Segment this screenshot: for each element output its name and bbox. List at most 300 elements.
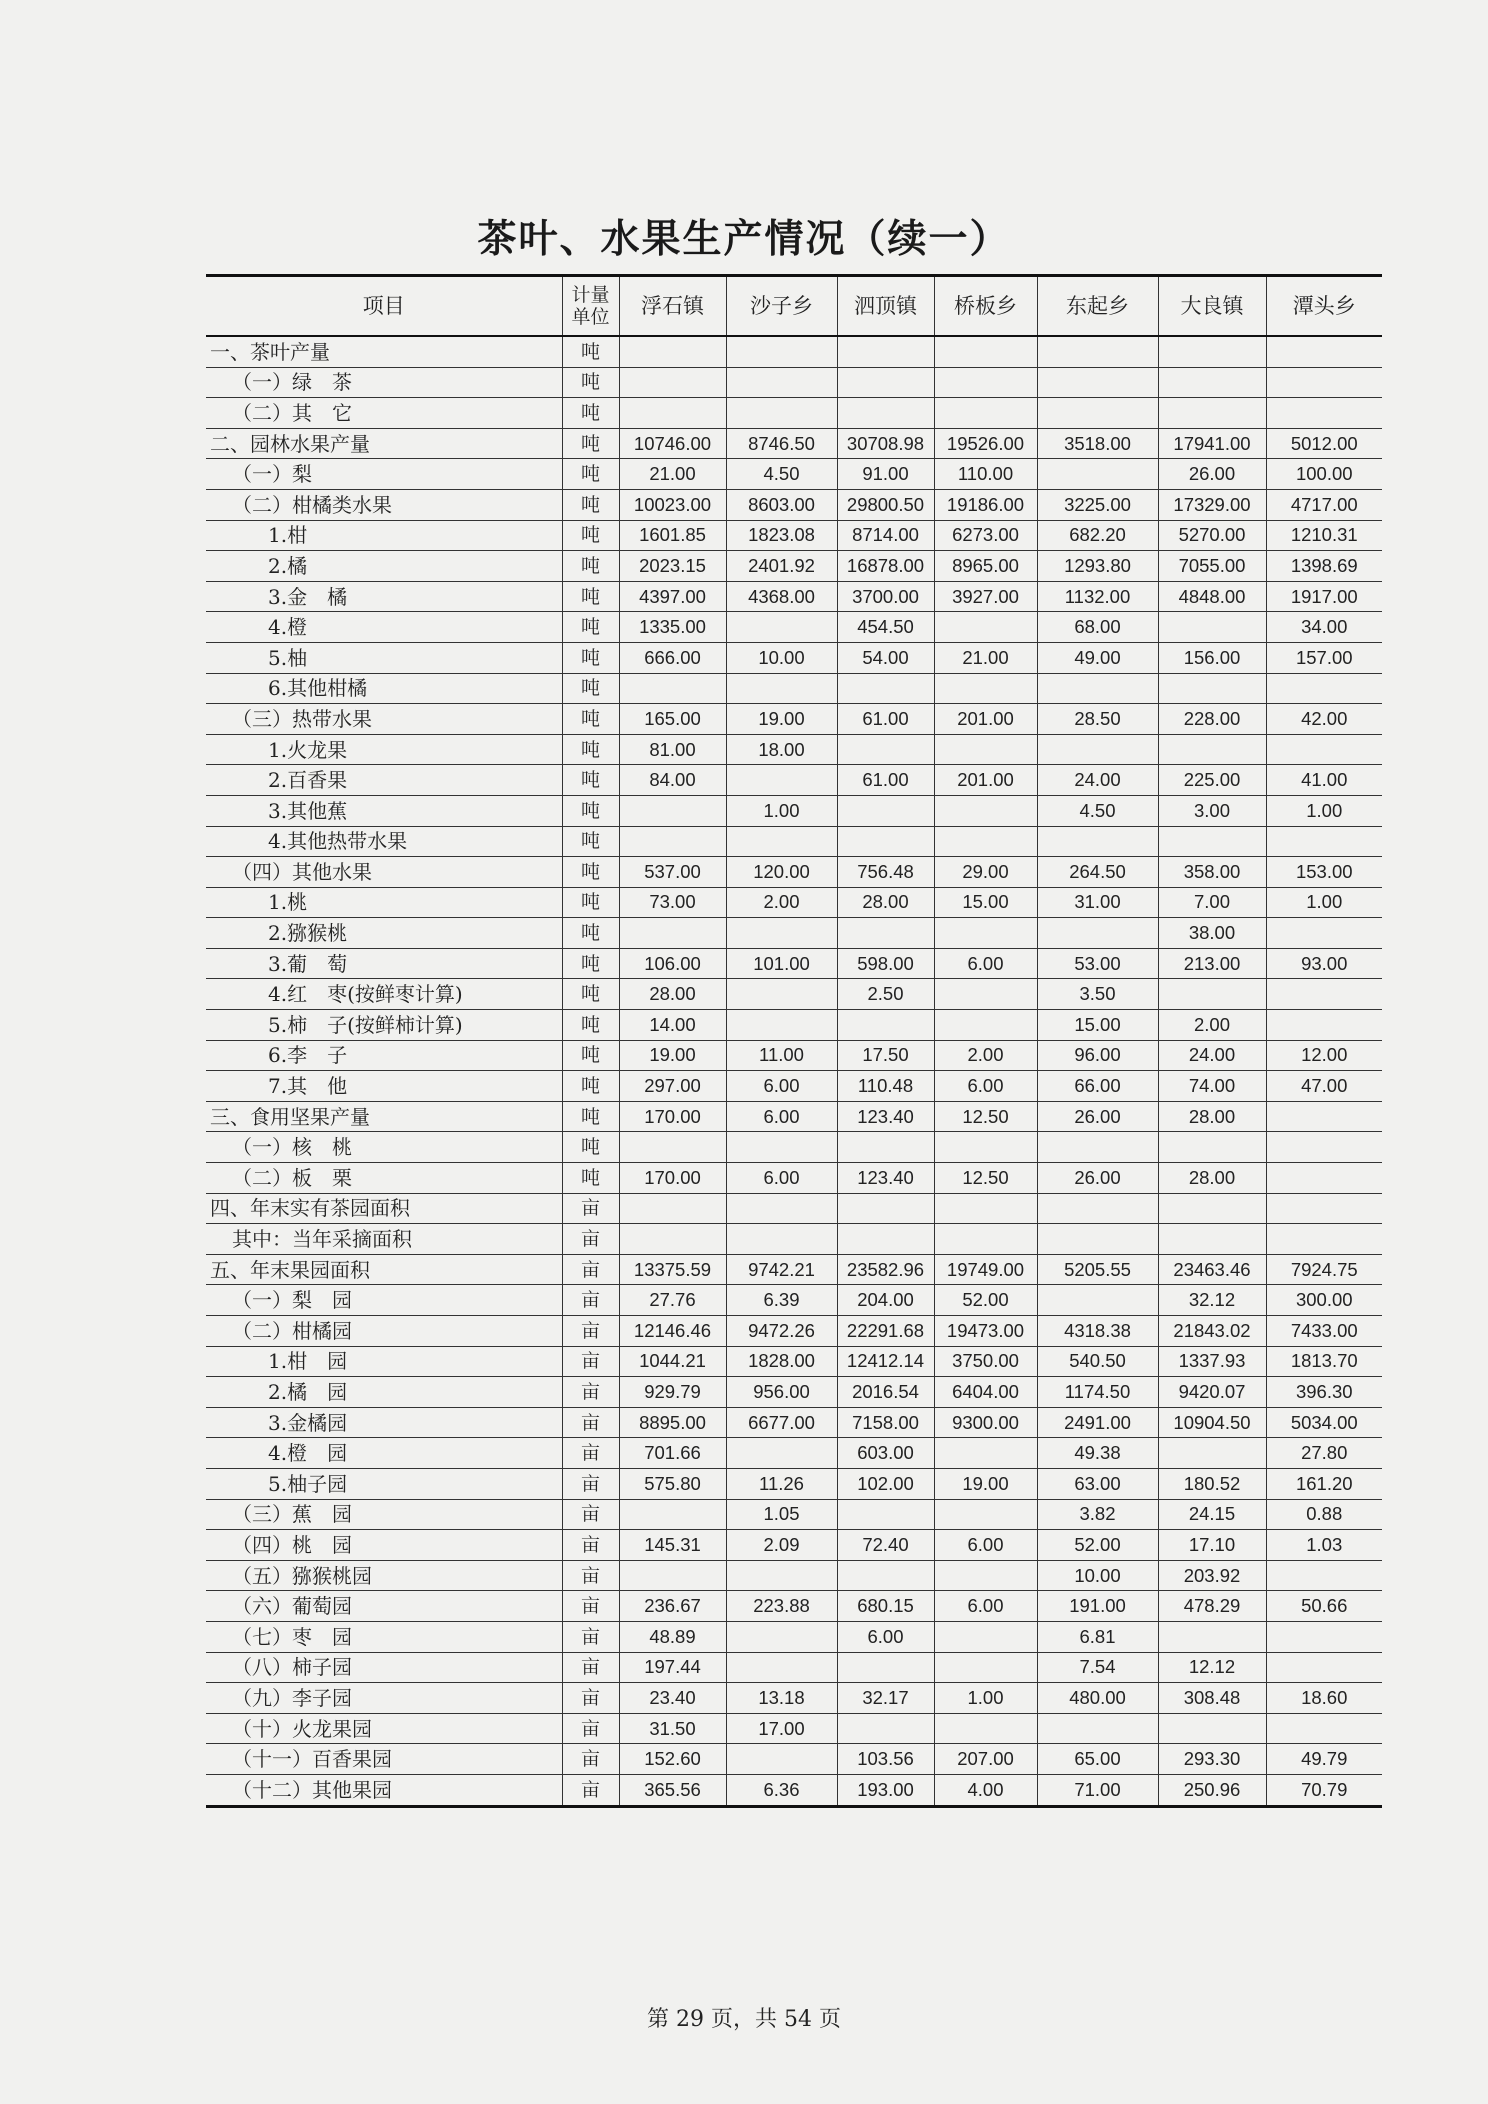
table-row bbox=[206, 1224, 1382, 1255]
value-cell: 8895.00 bbox=[619, 1407, 726, 1438]
value-cell: 1.00 bbox=[726, 795, 837, 826]
table-row bbox=[206, 918, 1382, 949]
row-item-label: （二）板 栗 bbox=[206, 1163, 562, 1194]
value-cell: 1174.50 bbox=[1037, 1377, 1158, 1408]
value-cell bbox=[726, 1744, 837, 1775]
value-cell: 2.50 bbox=[837, 979, 934, 1010]
value-cell: 26.00 bbox=[1037, 1101, 1158, 1132]
table-row bbox=[206, 1346, 1382, 1377]
value-cell: 24.15 bbox=[1158, 1499, 1266, 1530]
row-item-label: 4.橙 bbox=[206, 612, 562, 643]
value-cell: 4848.00 bbox=[1158, 581, 1266, 612]
table-row bbox=[206, 1377, 1382, 1408]
value-cell: 32.12 bbox=[1158, 1285, 1266, 1316]
value-cell: 1337.93 bbox=[1158, 1346, 1266, 1377]
value-cell bbox=[1266, 1560, 1382, 1591]
value-cell: 293.30 bbox=[1158, 1744, 1266, 1775]
row-unit: 亩 bbox=[562, 1591, 619, 1622]
value-cell bbox=[837, 1560, 934, 1591]
value-cell bbox=[934, 1224, 1037, 1255]
value-cell: 110.48 bbox=[837, 1071, 934, 1102]
row-item-label: 5.柚 bbox=[206, 642, 562, 673]
value-cell: 1398.69 bbox=[1266, 551, 1382, 582]
value-cell: 6.81 bbox=[1037, 1621, 1158, 1652]
table-row bbox=[206, 1285, 1382, 1316]
table-row bbox=[206, 551, 1382, 582]
row-item-label: （四）桃 园 bbox=[206, 1530, 562, 1561]
value-cell bbox=[1266, 1010, 1382, 1041]
table-row bbox=[206, 398, 1382, 429]
value-cell: 19.00 bbox=[619, 1040, 726, 1071]
value-cell: 203.92 bbox=[1158, 1560, 1266, 1591]
value-cell: 201.00 bbox=[934, 765, 1037, 796]
value-cell: 96.00 bbox=[1037, 1040, 1158, 1071]
row-unit: 吨 bbox=[562, 1163, 619, 1194]
value-cell bbox=[1266, 918, 1382, 949]
row-unit: 吨 bbox=[562, 642, 619, 673]
value-cell: 17329.00 bbox=[1158, 489, 1266, 520]
value-cell: 5205.55 bbox=[1037, 1254, 1158, 1285]
value-cell: 575.80 bbox=[619, 1468, 726, 1499]
value-cell bbox=[837, 1499, 934, 1530]
header-shazi: 沙子乡 bbox=[726, 276, 837, 337]
row-item-label: （十一）百香果园 bbox=[206, 1744, 562, 1775]
value-cell: 31.00 bbox=[1037, 887, 1158, 918]
value-cell bbox=[726, 1438, 837, 1469]
value-cell bbox=[934, 979, 1037, 1010]
value-cell: 165.00 bbox=[619, 704, 726, 735]
row-item-label: （六）葡萄园 bbox=[206, 1591, 562, 1622]
value-cell: 223.88 bbox=[726, 1591, 837, 1622]
row-item-label: （七）枣 园 bbox=[206, 1621, 562, 1652]
value-cell bbox=[1158, 1132, 1266, 1163]
value-cell bbox=[934, 398, 1037, 429]
row-item-label: 2.橘 园 bbox=[206, 1377, 562, 1408]
value-cell bbox=[1266, 1224, 1382, 1255]
value-cell: 7055.00 bbox=[1158, 551, 1266, 582]
value-cell: 19526.00 bbox=[934, 428, 1037, 459]
value-cell bbox=[619, 826, 726, 857]
value-cell: 666.00 bbox=[619, 642, 726, 673]
value-cell bbox=[1037, 336, 1158, 367]
header-siding: 泗顶镇 bbox=[837, 276, 934, 337]
value-cell bbox=[1037, 918, 1158, 949]
row-unit: 亩 bbox=[562, 1560, 619, 1591]
value-cell bbox=[837, 367, 934, 398]
value-cell bbox=[1266, 1101, 1382, 1132]
value-cell: 12.50 bbox=[934, 1163, 1037, 1194]
value-cell: 5012.00 bbox=[1266, 428, 1382, 459]
value-cell: 4717.00 bbox=[1266, 489, 1382, 520]
value-cell: 1.00 bbox=[1266, 887, 1382, 918]
row-unit: 亩 bbox=[562, 1316, 619, 1347]
value-cell: 48.89 bbox=[619, 1621, 726, 1652]
row-item-label: （三）热带水果 bbox=[206, 704, 562, 735]
row-unit: 吨 bbox=[562, 948, 619, 979]
value-cell: 145.31 bbox=[619, 1530, 726, 1561]
value-cell: 10.00 bbox=[1037, 1560, 1158, 1591]
value-cell: 18.00 bbox=[726, 734, 837, 765]
row-item-label: （九）李子园 bbox=[206, 1683, 562, 1714]
value-cell: 6.00 bbox=[934, 1591, 1037, 1622]
value-cell bbox=[1266, 1713, 1382, 1744]
value-cell: 358.00 bbox=[1158, 857, 1266, 888]
value-cell: 680.15 bbox=[837, 1591, 934, 1622]
value-cell bbox=[1266, 673, 1382, 704]
row-unit: 吨 bbox=[562, 367, 619, 398]
value-cell: 161.20 bbox=[1266, 1468, 1382, 1499]
row-item-label: （一）梨 园 bbox=[206, 1285, 562, 1316]
row-unit: 亩 bbox=[562, 1774, 619, 1806]
row-item-label: 6.李 子 bbox=[206, 1040, 562, 1071]
row-item-label: （四）其他水果 bbox=[206, 857, 562, 888]
value-cell: 3.50 bbox=[1037, 979, 1158, 1010]
value-cell: 28.00 bbox=[1158, 1101, 1266, 1132]
value-cell: 15.00 bbox=[1037, 1010, 1158, 1041]
value-cell: 91.00 bbox=[837, 459, 934, 490]
value-cell bbox=[1266, 1132, 1382, 1163]
value-cell bbox=[934, 1193, 1037, 1224]
table-row bbox=[206, 1499, 1382, 1530]
row-unit: 吨 bbox=[562, 520, 619, 551]
value-cell: 4397.00 bbox=[619, 581, 726, 612]
value-cell bbox=[934, 1010, 1037, 1041]
value-cell bbox=[1037, 1713, 1158, 1744]
row-item-label: 3.金 橘 bbox=[206, 581, 562, 612]
value-cell: 70.79 bbox=[1266, 1774, 1382, 1806]
value-cell: 540.50 bbox=[1037, 1346, 1158, 1377]
value-cell: 23582.96 bbox=[837, 1254, 934, 1285]
value-cell: 236.67 bbox=[619, 1591, 726, 1622]
value-cell: 32.17 bbox=[837, 1683, 934, 1714]
value-cell bbox=[837, 826, 934, 857]
table-row bbox=[206, 1101, 1382, 1132]
production-table bbox=[206, 274, 1382, 1808]
row-unit: 吨 bbox=[562, 857, 619, 888]
value-cell: 9420.07 bbox=[1158, 1377, 1266, 1408]
value-cell: 23.40 bbox=[619, 1683, 726, 1714]
table-row bbox=[206, 581, 1382, 612]
value-cell bbox=[619, 367, 726, 398]
row-unit: 亩 bbox=[562, 1683, 619, 1714]
value-cell: 1917.00 bbox=[1266, 581, 1382, 612]
value-cell bbox=[1158, 1713, 1266, 1744]
row-unit: 吨 bbox=[562, 979, 619, 1010]
value-cell bbox=[1266, 979, 1382, 1010]
value-cell: 7158.00 bbox=[837, 1407, 934, 1438]
table-body bbox=[206, 336, 1382, 1806]
value-cell: 120.00 bbox=[726, 857, 837, 888]
value-cell: 6.00 bbox=[934, 1071, 1037, 1102]
value-cell: 53.00 bbox=[1037, 948, 1158, 979]
value-cell: 66.00 bbox=[1037, 1071, 1158, 1102]
value-cell: 170.00 bbox=[619, 1101, 726, 1132]
table-row bbox=[206, 1193, 1382, 1224]
row-unit: 吨 bbox=[562, 704, 619, 735]
value-cell bbox=[1037, 673, 1158, 704]
value-cell bbox=[726, 1621, 837, 1652]
row-unit: 亩 bbox=[562, 1193, 619, 1224]
value-cell bbox=[1037, 1285, 1158, 1316]
row-unit: 亩 bbox=[562, 1285, 619, 1316]
row-item-label: （八）柿子园 bbox=[206, 1652, 562, 1683]
value-cell bbox=[934, 1560, 1037, 1591]
header-dongqi: 东起乡 bbox=[1037, 276, 1158, 337]
value-cell: 1132.00 bbox=[1037, 581, 1158, 612]
value-cell: 10746.00 bbox=[619, 428, 726, 459]
value-cell: 2491.00 bbox=[1037, 1407, 1158, 1438]
value-cell: 207.00 bbox=[934, 1744, 1037, 1775]
row-item-label: 4.橙 园 bbox=[206, 1438, 562, 1469]
value-cell: 193.00 bbox=[837, 1774, 934, 1806]
value-cell bbox=[726, 1132, 837, 1163]
value-cell bbox=[934, 826, 1037, 857]
value-cell bbox=[934, 673, 1037, 704]
value-cell: 74.00 bbox=[1158, 1071, 1266, 1102]
value-cell: 17941.00 bbox=[1158, 428, 1266, 459]
value-cell bbox=[1266, 336, 1382, 367]
value-cell: 1.03 bbox=[1266, 1530, 1382, 1561]
value-cell bbox=[934, 367, 1037, 398]
value-cell: 49.79 bbox=[1266, 1744, 1382, 1775]
value-cell: 7924.75 bbox=[1266, 1254, 1382, 1285]
value-cell: 123.40 bbox=[837, 1163, 934, 1194]
value-cell bbox=[1158, 1438, 1266, 1469]
value-cell: 49.38 bbox=[1037, 1438, 1158, 1469]
value-cell: 52.00 bbox=[934, 1285, 1037, 1316]
value-cell bbox=[1037, 1132, 1158, 1163]
value-cell: 24.00 bbox=[1158, 1040, 1266, 1071]
value-cell: 49.00 bbox=[1037, 642, 1158, 673]
row-item-label: 2.橘 bbox=[206, 551, 562, 582]
header-item: 项目 bbox=[206, 276, 562, 337]
value-cell: 2.00 bbox=[726, 887, 837, 918]
row-unit: 亩 bbox=[562, 1438, 619, 1469]
value-cell: 6.00 bbox=[726, 1163, 837, 1194]
value-cell: 4.50 bbox=[1037, 795, 1158, 826]
value-cell: 598.00 bbox=[837, 948, 934, 979]
row-unit: 亩 bbox=[562, 1652, 619, 1683]
row-item-label: 4.红 枣(按鲜枣计算) bbox=[206, 979, 562, 1010]
table-row bbox=[206, 1407, 1382, 1438]
row-unit: 亩 bbox=[562, 1621, 619, 1652]
value-cell bbox=[837, 918, 934, 949]
value-cell bbox=[934, 1713, 1037, 1744]
row-item-label: （二）柑橘园 bbox=[206, 1316, 562, 1347]
value-cell: 2401.92 bbox=[726, 551, 837, 582]
table-row bbox=[206, 1163, 1382, 1194]
value-cell: 47.00 bbox=[1266, 1071, 1382, 1102]
row-unit: 吨 bbox=[562, 612, 619, 643]
value-cell: 19473.00 bbox=[934, 1316, 1037, 1347]
value-cell: 1.00 bbox=[934, 1683, 1037, 1714]
value-cell: 1601.85 bbox=[619, 520, 726, 551]
row-item-label: （一）核 桃 bbox=[206, 1132, 562, 1163]
table-row bbox=[206, 979, 1382, 1010]
row-unit: 吨 bbox=[562, 826, 619, 857]
value-cell: 17.00 bbox=[726, 1713, 837, 1744]
table-row bbox=[206, 1010, 1382, 1041]
value-cell: 81.00 bbox=[619, 734, 726, 765]
value-cell: 23463.46 bbox=[1158, 1254, 1266, 1285]
value-cell: 197.44 bbox=[619, 1652, 726, 1683]
row-unit: 吨 bbox=[562, 336, 619, 367]
value-cell: 4368.00 bbox=[726, 581, 837, 612]
value-cell: 9742.21 bbox=[726, 1254, 837, 1285]
row-unit: 亩 bbox=[562, 1407, 619, 1438]
value-cell bbox=[1266, 1163, 1382, 1194]
table-row bbox=[206, 887, 1382, 918]
row-item-label: （十）火龙果园 bbox=[206, 1713, 562, 1744]
value-cell: 8965.00 bbox=[934, 551, 1037, 582]
value-cell bbox=[837, 1010, 934, 1041]
value-cell: 6.00 bbox=[934, 1530, 1037, 1561]
value-cell: 15.00 bbox=[934, 887, 1037, 918]
value-cell: 93.00 bbox=[1266, 948, 1382, 979]
value-cell: 5034.00 bbox=[1266, 1407, 1382, 1438]
value-cell bbox=[934, 1132, 1037, 1163]
header-daliang: 大良镇 bbox=[1158, 276, 1266, 337]
value-cell bbox=[837, 1193, 934, 1224]
value-cell: 9300.00 bbox=[934, 1407, 1037, 1438]
row-unit: 吨 bbox=[562, 428, 619, 459]
value-cell: 6677.00 bbox=[726, 1407, 837, 1438]
row-unit: 吨 bbox=[562, 398, 619, 429]
value-cell bbox=[726, 1560, 837, 1591]
value-cell bbox=[619, 918, 726, 949]
value-cell: 22291.68 bbox=[837, 1316, 934, 1347]
value-cell: 19186.00 bbox=[934, 489, 1037, 520]
value-cell: 26.00 bbox=[1037, 1163, 1158, 1194]
value-cell: 42.00 bbox=[1266, 704, 1382, 735]
value-cell: 6.00 bbox=[726, 1101, 837, 1132]
value-cell: 10904.50 bbox=[1158, 1407, 1266, 1438]
header-tantou: 潭头乡 bbox=[1266, 276, 1382, 337]
value-cell bbox=[1037, 398, 1158, 429]
value-cell bbox=[619, 673, 726, 704]
value-cell bbox=[726, 398, 837, 429]
row-item-label: （五）猕猴桃园 bbox=[206, 1560, 562, 1591]
value-cell bbox=[934, 336, 1037, 367]
row-item-label: 5.柚子园 bbox=[206, 1468, 562, 1499]
row-unit: 亩 bbox=[562, 1377, 619, 1408]
value-cell: 213.00 bbox=[1158, 948, 1266, 979]
value-cell bbox=[934, 1652, 1037, 1683]
table-row bbox=[206, 1713, 1382, 1744]
value-cell: 100.00 bbox=[1266, 459, 1382, 490]
value-cell: 17.50 bbox=[837, 1040, 934, 1071]
value-cell bbox=[1158, 398, 1266, 429]
table-row bbox=[206, 336, 1382, 367]
row-item-label: 其中：当年采摘面积 bbox=[206, 1224, 562, 1255]
row-item-label: 6.其他柑橘 bbox=[206, 673, 562, 704]
value-cell: 191.00 bbox=[1037, 1591, 1158, 1622]
value-cell bbox=[1037, 1224, 1158, 1255]
value-cell: 3.00 bbox=[1158, 795, 1266, 826]
header-unit: 计量单位 bbox=[562, 276, 619, 337]
value-cell bbox=[726, 1193, 837, 1224]
value-cell: 27.76 bbox=[619, 1285, 726, 1316]
row-unit: 吨 bbox=[562, 1132, 619, 1163]
value-cell: 365.56 bbox=[619, 1774, 726, 1806]
value-cell: 12146.46 bbox=[619, 1316, 726, 1347]
value-cell: 61.00 bbox=[837, 765, 934, 796]
row-item-label: 2.百香果 bbox=[206, 765, 562, 796]
value-cell: 225.00 bbox=[1158, 765, 1266, 796]
value-cell: 30708.98 bbox=[837, 428, 934, 459]
table-row bbox=[206, 1468, 1382, 1499]
value-cell: 204.00 bbox=[837, 1285, 934, 1316]
table-row bbox=[206, 428, 1382, 459]
row-unit: 亩 bbox=[562, 1530, 619, 1561]
row-item-label: 1.火龙果 bbox=[206, 734, 562, 765]
value-cell bbox=[934, 918, 1037, 949]
value-cell: 3518.00 bbox=[1037, 428, 1158, 459]
row-item-label: 二、园林水果产量 bbox=[206, 428, 562, 459]
value-cell: 10.00 bbox=[726, 642, 837, 673]
header-fushi: 浮石镇 bbox=[619, 276, 726, 337]
row-unit: 吨 bbox=[562, 918, 619, 949]
value-cell bbox=[1266, 1621, 1382, 1652]
table-row bbox=[206, 1040, 1382, 1071]
table-row bbox=[206, 704, 1382, 735]
value-cell: 63.00 bbox=[1037, 1468, 1158, 1499]
value-cell: 2.09 bbox=[726, 1530, 837, 1561]
value-cell bbox=[1037, 826, 1158, 857]
value-cell: 13375.59 bbox=[619, 1254, 726, 1285]
row-item-label: 1.桃 bbox=[206, 887, 562, 918]
row-unit: 吨 bbox=[562, 1071, 619, 1102]
header-qiaoban: 桥板乡 bbox=[934, 276, 1037, 337]
row-unit: 吨 bbox=[562, 581, 619, 612]
value-cell bbox=[1158, 734, 1266, 765]
value-cell: 29.00 bbox=[934, 857, 1037, 888]
value-cell: 52.00 bbox=[1037, 1530, 1158, 1561]
value-cell: 68.00 bbox=[1037, 612, 1158, 643]
table-row bbox=[206, 489, 1382, 520]
value-cell: 27.80 bbox=[1266, 1438, 1382, 1469]
value-cell: 756.48 bbox=[837, 857, 934, 888]
value-cell: 480.00 bbox=[1037, 1683, 1158, 1714]
value-cell bbox=[619, 1499, 726, 1530]
value-cell bbox=[726, 336, 837, 367]
value-cell: 2023.15 bbox=[619, 551, 726, 582]
value-cell: 6.39 bbox=[726, 1285, 837, 1316]
row-item-label: 三、食用坚果产量 bbox=[206, 1101, 562, 1132]
value-cell: 123.40 bbox=[837, 1101, 934, 1132]
value-cell: 701.66 bbox=[619, 1438, 726, 1469]
value-cell bbox=[934, 1499, 1037, 1530]
row-item-label: 3.其他蕉 bbox=[206, 795, 562, 826]
value-cell: 1813.70 bbox=[1266, 1346, 1382, 1377]
value-cell: 54.00 bbox=[837, 642, 934, 673]
value-cell: 8746.50 bbox=[726, 428, 837, 459]
row-item-label: 1.柑 园 bbox=[206, 1346, 562, 1377]
value-cell: 6273.00 bbox=[934, 520, 1037, 551]
value-cell bbox=[934, 795, 1037, 826]
value-cell: 3.82 bbox=[1037, 1499, 1158, 1530]
value-cell bbox=[934, 1438, 1037, 1469]
value-cell bbox=[1037, 459, 1158, 490]
row-item-label: 3.葡 萄 bbox=[206, 948, 562, 979]
production-table-container bbox=[206, 274, 1382, 1808]
value-cell: 21843.02 bbox=[1158, 1316, 1266, 1347]
table-row bbox=[206, 1071, 1382, 1102]
value-cell: 84.00 bbox=[619, 765, 726, 796]
value-cell: 7.54 bbox=[1037, 1652, 1158, 1683]
value-cell: 38.00 bbox=[1158, 918, 1266, 949]
table-row bbox=[206, 765, 1382, 796]
